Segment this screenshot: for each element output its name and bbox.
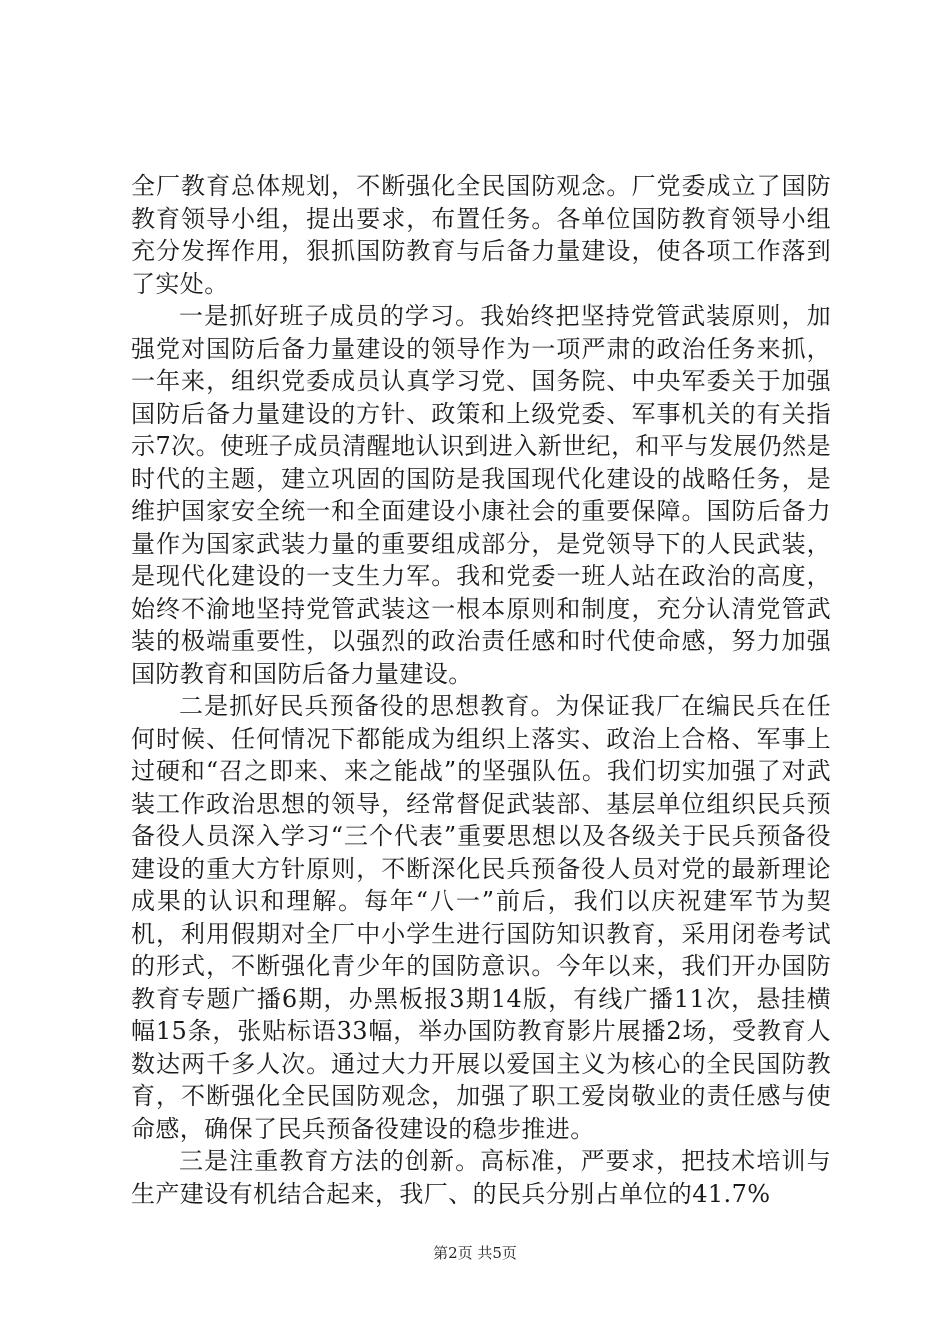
document-body (131, 170, 831, 1210)
paragraph-continuation: 全厂教育总体规划，不断强化全民国防观念。厂党委成立了国防教育领导小组，提出要求，布置任务。各单位国防教育领导小组充分发挥作用，狠抓国防教育与后备力量建设，使各项工作落到了实处。 (131, 172, 831, 298)
paragraph-leadership-study: 一是抓好班子成员的学习。我始终把坚持党管武装原则，加强党对国防后备力量建设的领导作为一项严肃的政治任务来抓，一年来，组织党委成员认真学习党、国务院、中央军委关于加强国防后备力量建设的方针、政策和上级党委、军事机关的有关指示7次。使班子成员清醒地认识到进入新世纪，和平与发展仍然是时代的主题，建立巩固的国防是我国现代化建设的战略任务，是维护国家安全统一和全面建设小康社会的重要保障。国防后备力量作为国家武装力量的重要组成部分，是党领导下的人民武装，是现代化建设的一支生力军。我和党委一班人站在政治的高度，始终不渝地坚持党管武装这一根本原则和制度，充分认清党管武装的极端重要性，以强烈的政治责任感和时代使命感，努力加强国防教育和国防后备力量建设。 (131, 302, 831, 688)
paragraph-method-innovation: 三是注重教育方法的创新。高标准，严要求，把技术培训与生产建设有机结合起来，我厂、的民兵分别占单位的41.7% (131, 1147, 831, 1208)
page-footer: 第2页 共5页 (433, 1244, 517, 1262)
paragraph-militia-education: 二是抓好民兵预备役的思想教育。为保证我厂在编民兵在任何时候、任何情况下都能成为组织上落实、政治上合格、军事上过硬和“召之即来、来之能战”的坚强队伍。我们切实加强了对武装工作政治思想的领导，经常督促武装部、基层单位组织民兵预备役人员深入学习“三个代表”重要思想以及各级关于民兵预备役建设的重大方针原则，不断深化民兵预备役人员对党的最新理论成果的认识和理解。每年“八一”前后，我们以庆祝建军节为契机，利用假期对全厂中小学生进行国防知识教育，采用闭卷考试的形式，不断强化青少年的国防意识。今年以来，我们开办国防教育专题广播6期，办黑板报3期14版，有线广播11次，悬挂横幅15条，张贴标语33幅，举办国防教育影片展播2场，受教育人数达两千多人次。通过大力开展以爱国主义为核心的全民国防教育，不断强化全民国防观念，加强了职工爱岗敬业的责任感与使命感，确保了民兵预备役建设的稳步推进。 (131, 692, 831, 1143)
